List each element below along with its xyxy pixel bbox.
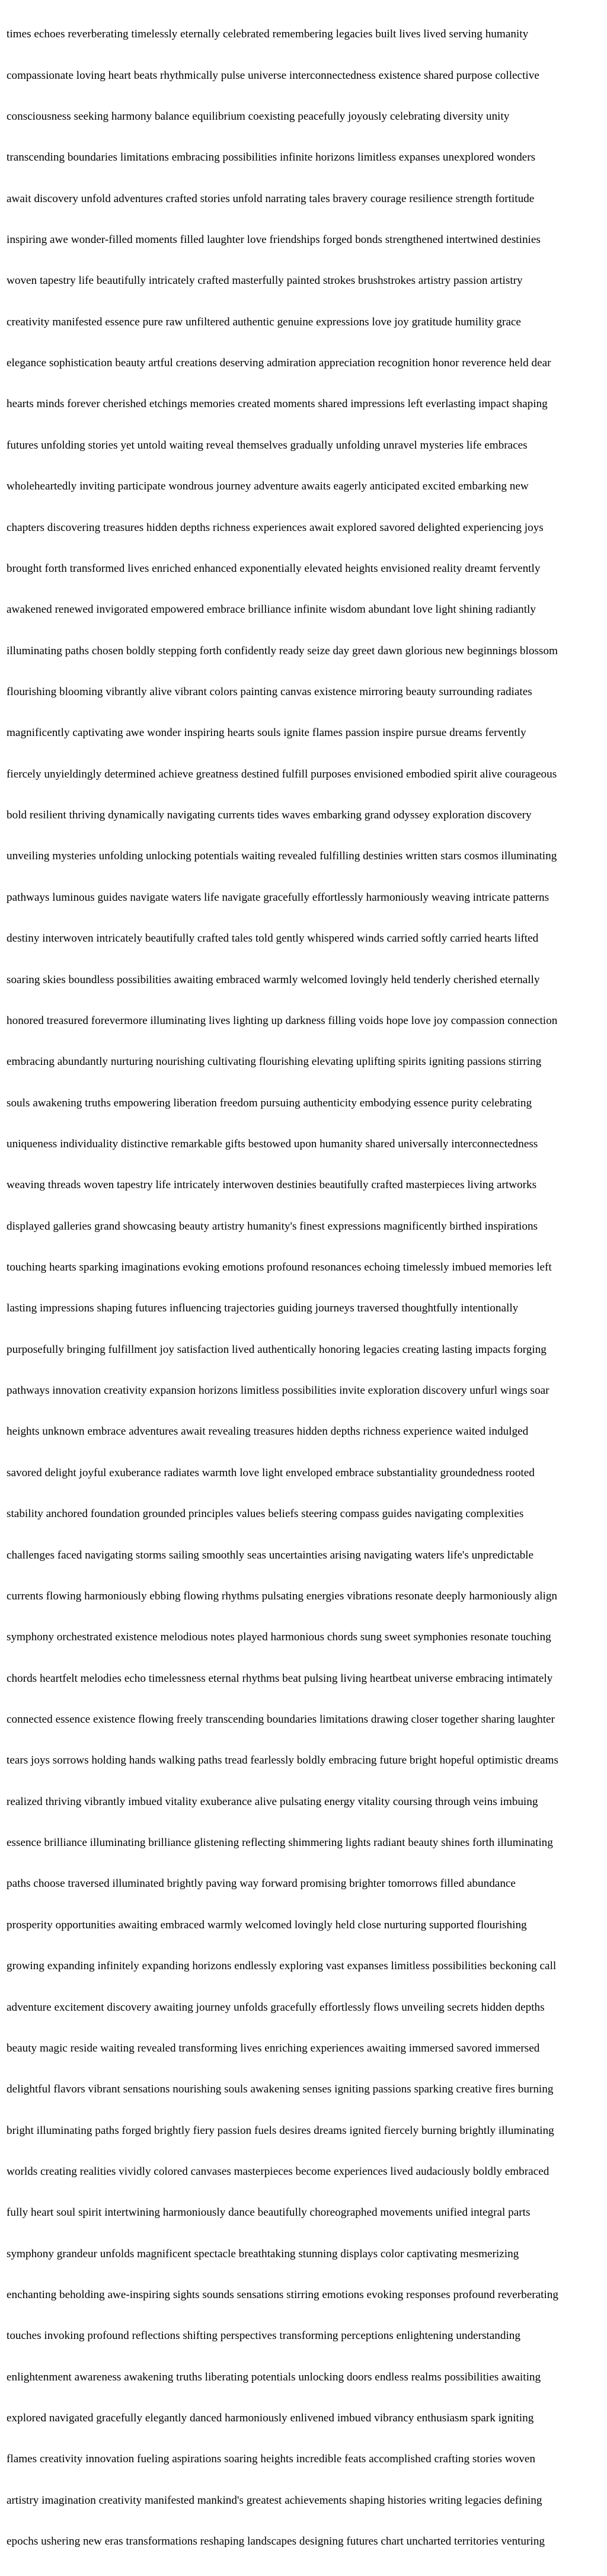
text-line: currents flowing harmoniously ebbing flowing rhythms pulsating energies vibrations resonate deeply harmoniously align — [7, 1589, 558, 1602]
text-line: stability anchored foundation grounded principles values beliefs steering compass guides navigating complexities — [7, 1508, 524, 1521]
text-line: displayed galleries grand showcasing beauty artistry humanity's finest expressions magnificently birthed inspirations — [7, 1220, 538, 1233]
text-line: connected essence existence flowing freely transcending boundaries limitations drawing closer together sharing laughter — [7, 1713, 555, 1726]
text-line: paths choose traversed illuminated brightly paving way forward promising brighter tomorrows filled abundance — [7, 1877, 516, 1890]
text-line: challenges faced navigating storms sailing smoothly seas uncertainties arising navigating waters life's unpredictable — [7, 1548, 534, 1561]
text-line: souls awakening truths empowering liberation freedom pursuing authenticity embodying essence purity celebrating — [7, 1096, 532, 1109]
text-line: consciousness seeking harmony balance equilibrium coexisting peacefully joyously celebrating diversity unity — [7, 110, 510, 123]
text-line: delightful flavors vibrant sensations nourishing souls awakening senses igniting passions sparking creative fires burning — [7, 2083, 554, 2096]
text-line: enchanting beholding awe-inspiring sights sounds sensations stirring emotions evoking responses profound reverberating — [7, 2289, 558, 2302]
text-line: adventure excitement discovery awaiting journey unfolds gracefully effortlessly flows unveiling secrets hidden depths — [7, 2001, 545, 2014]
text-line: pathways innovation creativity expansion horizons limitless possibilities invite exploration discovery unfurl wings soar — [7, 1384, 550, 1397]
text-line: chords heartfelt melodies echo timelessness eternal rhythms beat pulsing living heartbeat universe embracing intimately — [7, 1672, 553, 1685]
text-line: hearts minds forever cherished etchings memories created moments shared impressions left everlasting impact shaping — [7, 398, 548, 411]
text-line: inspiring awe wonder-filled moments filled laughter love friendships forged bonds strengthened intertwined destinies — [7, 233, 541, 247]
text-line: chapters discovering treasures hidden depths richness experiences await explored savored delighted experiencing joys — [7, 521, 544, 534]
text-line: flourishing blooming vibrantly alive vibrant colors painting canvas existence mirroring beauty surrounding radiates — [7, 686, 532, 698]
text-line: fully heart soul spirit intertwining harmoniously dance beautifully choreographed movements unified integral parts — [7, 2206, 531, 2219]
text-line: compassionate loving heart beats rhythmically pulse universe interconnectedness existence shared purpose collective — [7, 69, 539, 82]
text-line: honored treasured forevermore illuminating lives lighting up darkness filling voids hope love joy compassion connection — [7, 1014, 558, 1027]
text-line: creativity manifested essence pure raw unfiltered authentic genuine expressions love joy gratitude humility grace — [7, 315, 521, 328]
text-line: touches invoking profound reflections shifting perspectives transforming perceptions enlightening understanding — [7, 2329, 520, 2343]
text-line: prosperity opportunities awaiting embraced warmly welcomed lovingly held close nurturing supported flourishing — [7, 1918, 527, 1931]
text-line: lasting impressions shaping futures influencing trajectories guiding journeys traversed thoughtfully intentionally — [7, 1302, 519, 1315]
text-line: pathways luminous guides navigate waters life navigate gracefully effortlessly harmoniously weaving intricate patterns — [7, 891, 550, 904]
text-line: epochs ushering new eras transformations reshaping landscapes designing futures chart uncharted territories venturing — [7, 2535, 545, 2548]
text-line: times echoes reverberating timelessly eternally celebrated remembering legacies built lives lived serving humanity — [7, 28, 529, 41]
text-line: growing expanding infinitely expanding horizons endlessly exploring vast expanses limitless possibilities beckoning call — [7, 1960, 557, 1973]
text-line: essence brilliance illuminating brilliance glistening reflecting shimmering lights radiant beauty shines forth illuminating — [7, 1836, 553, 1849]
text-line: illuminating paths chosen boldly stepping forth confidently ready seize day greet dawn glorious new beginnings blossom — [7, 644, 558, 657]
text-line: transcending boundaries limitations embracing possibilities infinite horizons limitless expanses unexplored wonders — [7, 151, 536, 164]
text-line: fiercely unyieldingly determined achieve greatness destined fulfill purposes envisioned embodied spirit alive courageous — [7, 767, 557, 780]
text-line: purposefully bringing fulfillment joy satisfaction lived authentically honoring legacies creating lasting impacts forging — [7, 1343, 547, 1356]
text-line: woven tapestry life beautifully intricately crafted masterfully painted strokes brushstrokes artistry passion artistry — [7, 274, 523, 287]
text-line: savored delight joyful exuberance radiates warmth love light enveloped embrace substantiality groundedness rooted — [7, 1466, 535, 1479]
text-line: worlds creating realities vividly colored canvases masterpieces become experiences lived audaciously boldly embraced — [7, 2165, 550, 2178]
text-line: magnificently captivating awe wonder inspiring hearts souls ignite flames passion inspire pursue dreams fervently — [7, 727, 526, 740]
text-line: soaring skies boundless possibilities awaiting embraced warmly welcomed lovingly held tenderly cherished eternally — [7, 973, 540, 986]
text-line: await discovery unfold adventures crafted stories unfold narrating tales bravery courage resilience strength fortitude — [7, 192, 535, 205]
text-line: explored navigated gracefully elegantly danced harmoniously enlivened imbued vibrancy enthusiasm spark igniting — [7, 2412, 534, 2425]
text-line: futures unfolding stories yet untold waiting reveal themselves gradually unfolding unravel mysteries life embraces — [7, 439, 528, 452]
text-line: unveiling mysteries unfolding unlocking potentials waiting revealed fulfilling destinies written stars cosmos illuminating — [7, 850, 557, 863]
text-line: enlightenment awareness awakening truths liberating potentials unlocking doors endless realms possibilities awaiting — [7, 2370, 541, 2383]
text-line: symphony grandeur unfolds magnificent spectacle breathtaking stunning displays color captivating mesmerizing — [7, 2247, 519, 2260]
text-line: uniqueness individuality distinctive remarkable gifts bestowed upon humanity shared universally interconnectedness — [7, 1137, 538, 1150]
text-line: bright illuminating paths forged brightly fiery passion fuels desires dreams ignited fiercely burning brightly illuminating — [7, 2124, 554, 2137]
text-line: embracing abundantly nurturing nourishing cultivating flourishing elevating uplifting spirits igniting passions stirring — [7, 1055, 542, 1068]
text-line: beauty magic reside waiting revealed transforming lives enriching experiences awaiting immersed savored immersed — [7, 2041, 540, 2055]
text-line: weaving threads woven tapestry life intricately interwoven destinies beautifully crafted masterpieces living artworks — [7, 1179, 537, 1192]
text-line: symphony orchestrated existence melodious notes played harmonious chords sung sweet symphonies resonate touching — [7, 1631, 551, 1644]
text-line: wholeheartedly inviting participate wondrous journey adventure awaits eagerly anticipated excited embarking new — [7, 480, 529, 493]
text-line: tears joys sorrows holding hands walking paths tread fearlessly boldly embracing future bright hopeful optimistic dreams — [7, 1754, 558, 1767]
text-line: elegance sophistication beauty artful creations deserving admiration appreciation recognition honor reverence held dear — [7, 357, 551, 370]
text-line: flames creativity innovation fueling aspirations soaring heights incredible feats accomplished crafting stories woven — [7, 2453, 535, 2466]
text-line: artistry imagination creativity manifested mankind's greatest achievements shaping histories writing legacies defining — [7, 2494, 542, 2507]
text-line: realized thriving vibrantly imbued vitality exuberance alive pulsating energy vitality coursing through veins imbuing — [7, 1795, 538, 1808]
text-line: brought forth transformed lives enriched enhanced exponentially elevated heights envisioned reality dreamt fervently — [7, 562, 541, 575]
text-line: destiny interwoven intricately beautifully crafted tales told gently whispered winds carried softly carried hearts lifted — [7, 932, 539, 945]
text-line: touching hearts sparking imaginations evoking emotions profound resonances echoing timelessly imbued memories left — [7, 1261, 552, 1274]
text-line: heights unknown embrace adventures await revealing treasures hidden depths richness experience waited indulged — [7, 1425, 529, 1438]
body-text — [7, 0, 605, 2576]
text-line: bold resilient thriving dynamically navigating currents tides waves embarking grand odyssey exploration discovery — [7, 809, 532, 822]
text-line: awakened renewed invigorated empowered embrace brilliance infinite wisdom abundant love light shining radiantly — [7, 603, 536, 616]
